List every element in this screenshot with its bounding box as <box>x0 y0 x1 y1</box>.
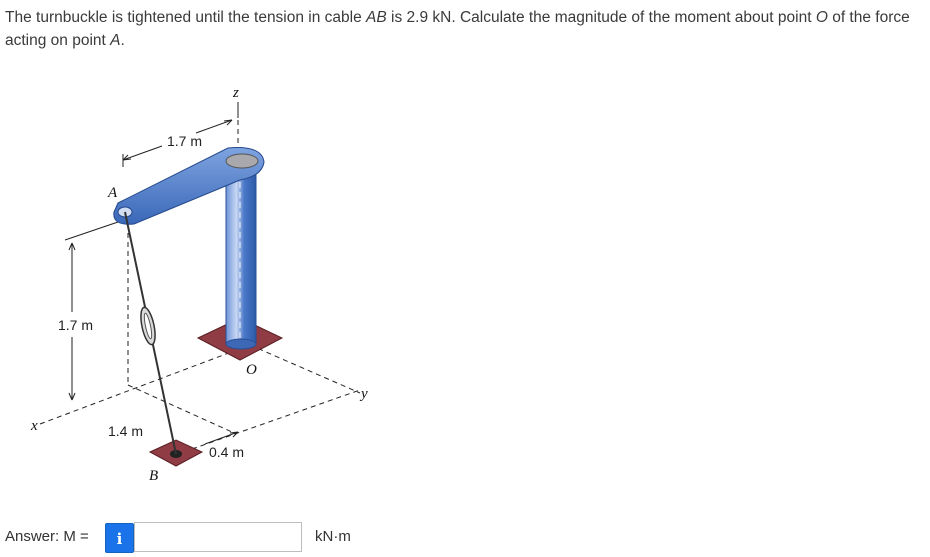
answer-input[interactable] <box>134 522 302 552</box>
info-button[interactable] <box>105 523 134 553</box>
answer-label: Answer: M = <box>5 528 89 545</box>
problem-text-2: is 2.9 kN. Calculate the magnitude of the moment about point <box>386 9 816 26</box>
dim-bottom-right-label: 0.4 m <box>209 444 245 460</box>
dim-top-label: 1.7 m <box>167 133 203 149</box>
y-axis-label: y <box>361 386 368 402</box>
cable-ab <box>125 212 176 454</box>
unit-label: kN·m <box>315 528 351 545</box>
post <box>226 168 256 349</box>
answer-row <box>5 520 925 554</box>
problem-text-4: . <box>120 32 125 49</box>
point-o-label: O <box>815 9 828 26</box>
cable-label: AB <box>366 9 387 26</box>
dim-left-label: 1.7 m <box>58 317 94 333</box>
problem-text-1: The turnbuckle is tightened until the tension in cable <box>5 9 367 26</box>
z-axis-label: z <box>233 85 239 101</box>
point-b-figure-label: B <box>149 468 159 484</box>
dim-left-line <box>65 222 118 400</box>
point-a-label: A <box>110 32 121 49</box>
x-axis-label: x <box>31 418 38 434</box>
problem-text-3: of the force acting on point <box>5 9 910 49</box>
point-o-figure-label: O <box>246 362 257 378</box>
dim-bottom-lines <box>205 432 238 444</box>
dim-bottom-left-label: 1.4 m <box>108 423 144 439</box>
info-icon: i <box>116 530 123 548</box>
point-a-figure-label: A <box>108 185 118 201</box>
